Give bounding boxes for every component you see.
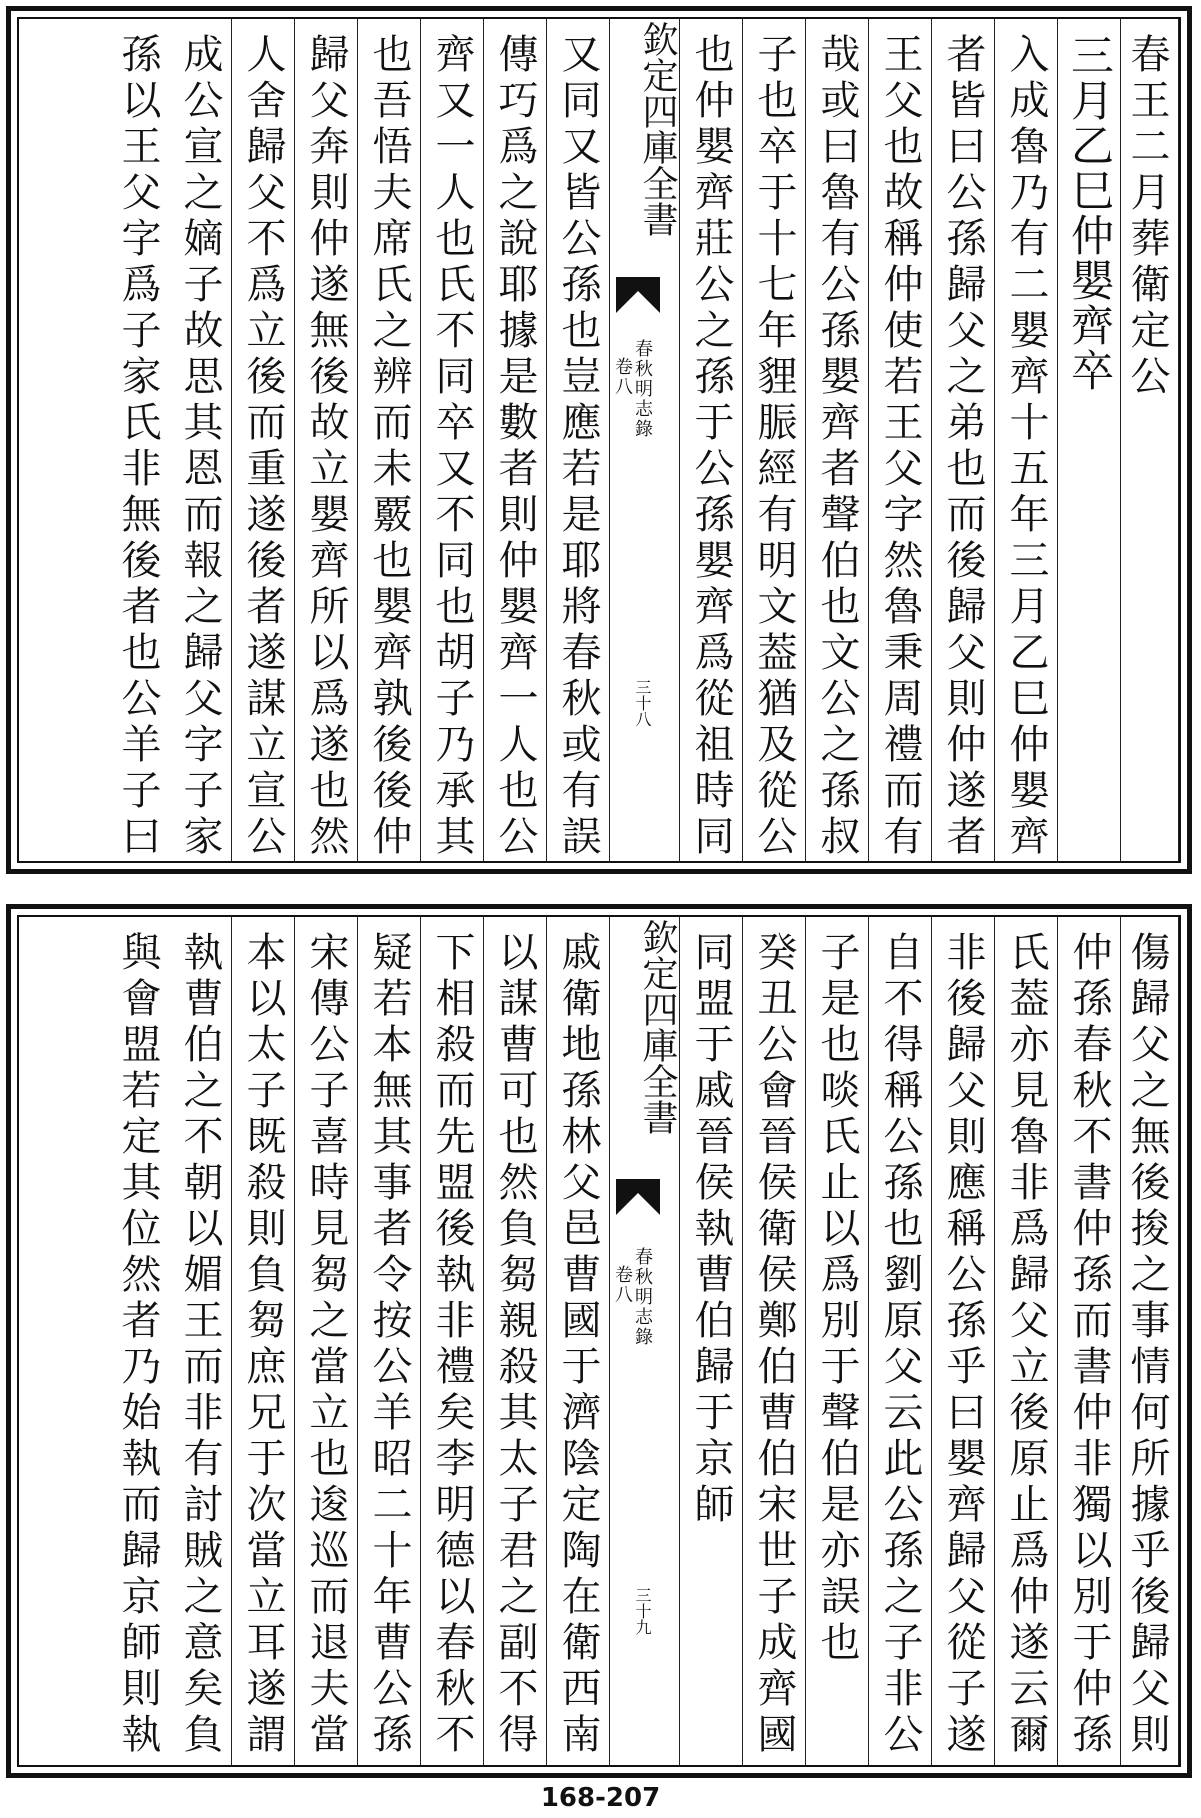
text-column: 春王二月葬衛定公 [1121, 19, 1179, 861]
gutter-title: 欽定四庫全書 [637, 21, 678, 237]
text-column: 王父也故稱仲使若王父字然魯秉周禮而有 [869, 19, 932, 861]
text-column: 自不得稱公孫也劉原父云此公孫之子非公 [869, 917, 932, 1765]
text-column: 戚衛地孫林父邑曹國于濟陰定陶在衛西南 [547, 917, 610, 1765]
top-page-frame [17, 17, 1181, 863]
text-column: 入成魯乃有二嬰齊十五年三月乙巳仲嬰齊 [995, 19, 1058, 861]
text-column: 執曹伯之不朝以媚王而非有討賊之意矣負 [169, 917, 232, 1765]
text-column: 疑若本無其事者令按公羊昭二十年曹公孫 [358, 917, 421, 1765]
bottom-page-frame [17, 915, 1181, 1767]
bottom-page [6, 904, 1192, 1778]
fishtail-ornament-icon [616, 1179, 660, 1215]
text-column: 傳巧爲之說耶據是數者則仲嬰齊一人也公 [484, 19, 547, 861]
text-column: 孫以王父字爲子家氏非無後者也公羊子曰 [115, 33, 161, 861]
gutter-book-title: 春秋明志錄 [632, 339, 653, 439]
gutter-volume: 卷八 [612, 1265, 633, 1305]
text-column: 也吾悟夫席氏之辨而未覈也嬰齊孰後後仲 [358, 19, 421, 861]
fishtail-ornament-icon [616, 277, 660, 313]
text-column: 下相殺而先盟後執非禮矣李明德以春秋不 [421, 917, 484, 1765]
text-column: 又同又皆公孫也豈應若是耶將春秋或有誤 [547, 19, 610, 861]
text-column: 哉或曰魯有公孫嬰齊者聲伯也文公之孫叔 [806, 19, 869, 861]
top-page [6, 6, 1192, 874]
text-column: 癸丑公會晉侯衛侯鄭伯曹伯宋世子成齊國 [743, 917, 806, 1765]
text-column: 成公宣之嫡子故思其恩而報之歸父字子家 [169, 19, 232, 861]
text-column: 非後歸父則應稱公孫乎曰嬰齊歸父從子遂 [932, 917, 995, 1765]
bottom-page-columns [19, 917, 1179, 1765]
center-gutter [610, 19, 680, 861]
text-column: 齊又一人也氏不同卒又不同也胡子乃承其 [421, 19, 484, 861]
text-column: 者皆曰公孫歸父之弟也而後歸父則仲遂者 [932, 19, 995, 861]
gutter-folio: 三十八 [633, 679, 652, 727]
text-column: 子也卒于十七年貍脤經有明文葢猶及從公 [743, 19, 806, 861]
text-column: 歸父奔則仲遂無後故立嬰齊所以爲遂也然 [295, 19, 358, 861]
text-column: 同盟于戚晉侯執曹伯歸于京師 [680, 917, 743, 1765]
text-column: 三月乙巳仲嬰齊卒 [1058, 19, 1121, 861]
top-page-columns [19, 19, 1179, 861]
gutter-volume: 卷八 [612, 357, 633, 397]
text-column: 傷歸父之無後捘之事情何所據乎後歸父則 [1121, 917, 1179, 1765]
text-column: 氏葢亦見魯非爲歸父立後原止爲仲遂云爾 [995, 917, 1058, 1765]
page-number: 168-207 [540, 1783, 661, 1813]
text-column: 宋傳公子喜時見芻之當立也逡巡而退夫當 [295, 917, 358, 1765]
text-column: 以謀曹可也然負芻親殺其太子君之副不得 [484, 917, 547, 1765]
text-column: 與會盟若定其位然者乃始執而歸京師則執 [115, 931, 161, 1759]
text-column: 本以太子既殺則負芻庶兄于次當立耳遂謂 [232, 917, 295, 1765]
text-column: 子是也啖氏止以爲別于聲伯是亦誤也 [806, 917, 869, 1765]
text-column: 人舍歸父不爲立後而重遂後者遂謀立宣公 [232, 19, 295, 861]
text-column: 仲孫春秋不書仲孫而書仲非獨以別于仲孫 [1058, 917, 1121, 1765]
gutter-book-title: 春秋明志錄 [632, 1247, 653, 1347]
gutter-title: 欽定四庫全書 [637, 919, 678, 1135]
center-gutter [610, 917, 680, 1765]
text-column: 也仲嬰齊莊公之孫于公孫嬰齊爲從祖時同 [680, 19, 743, 861]
gutter-folio: 三十九 [633, 1587, 652, 1635]
